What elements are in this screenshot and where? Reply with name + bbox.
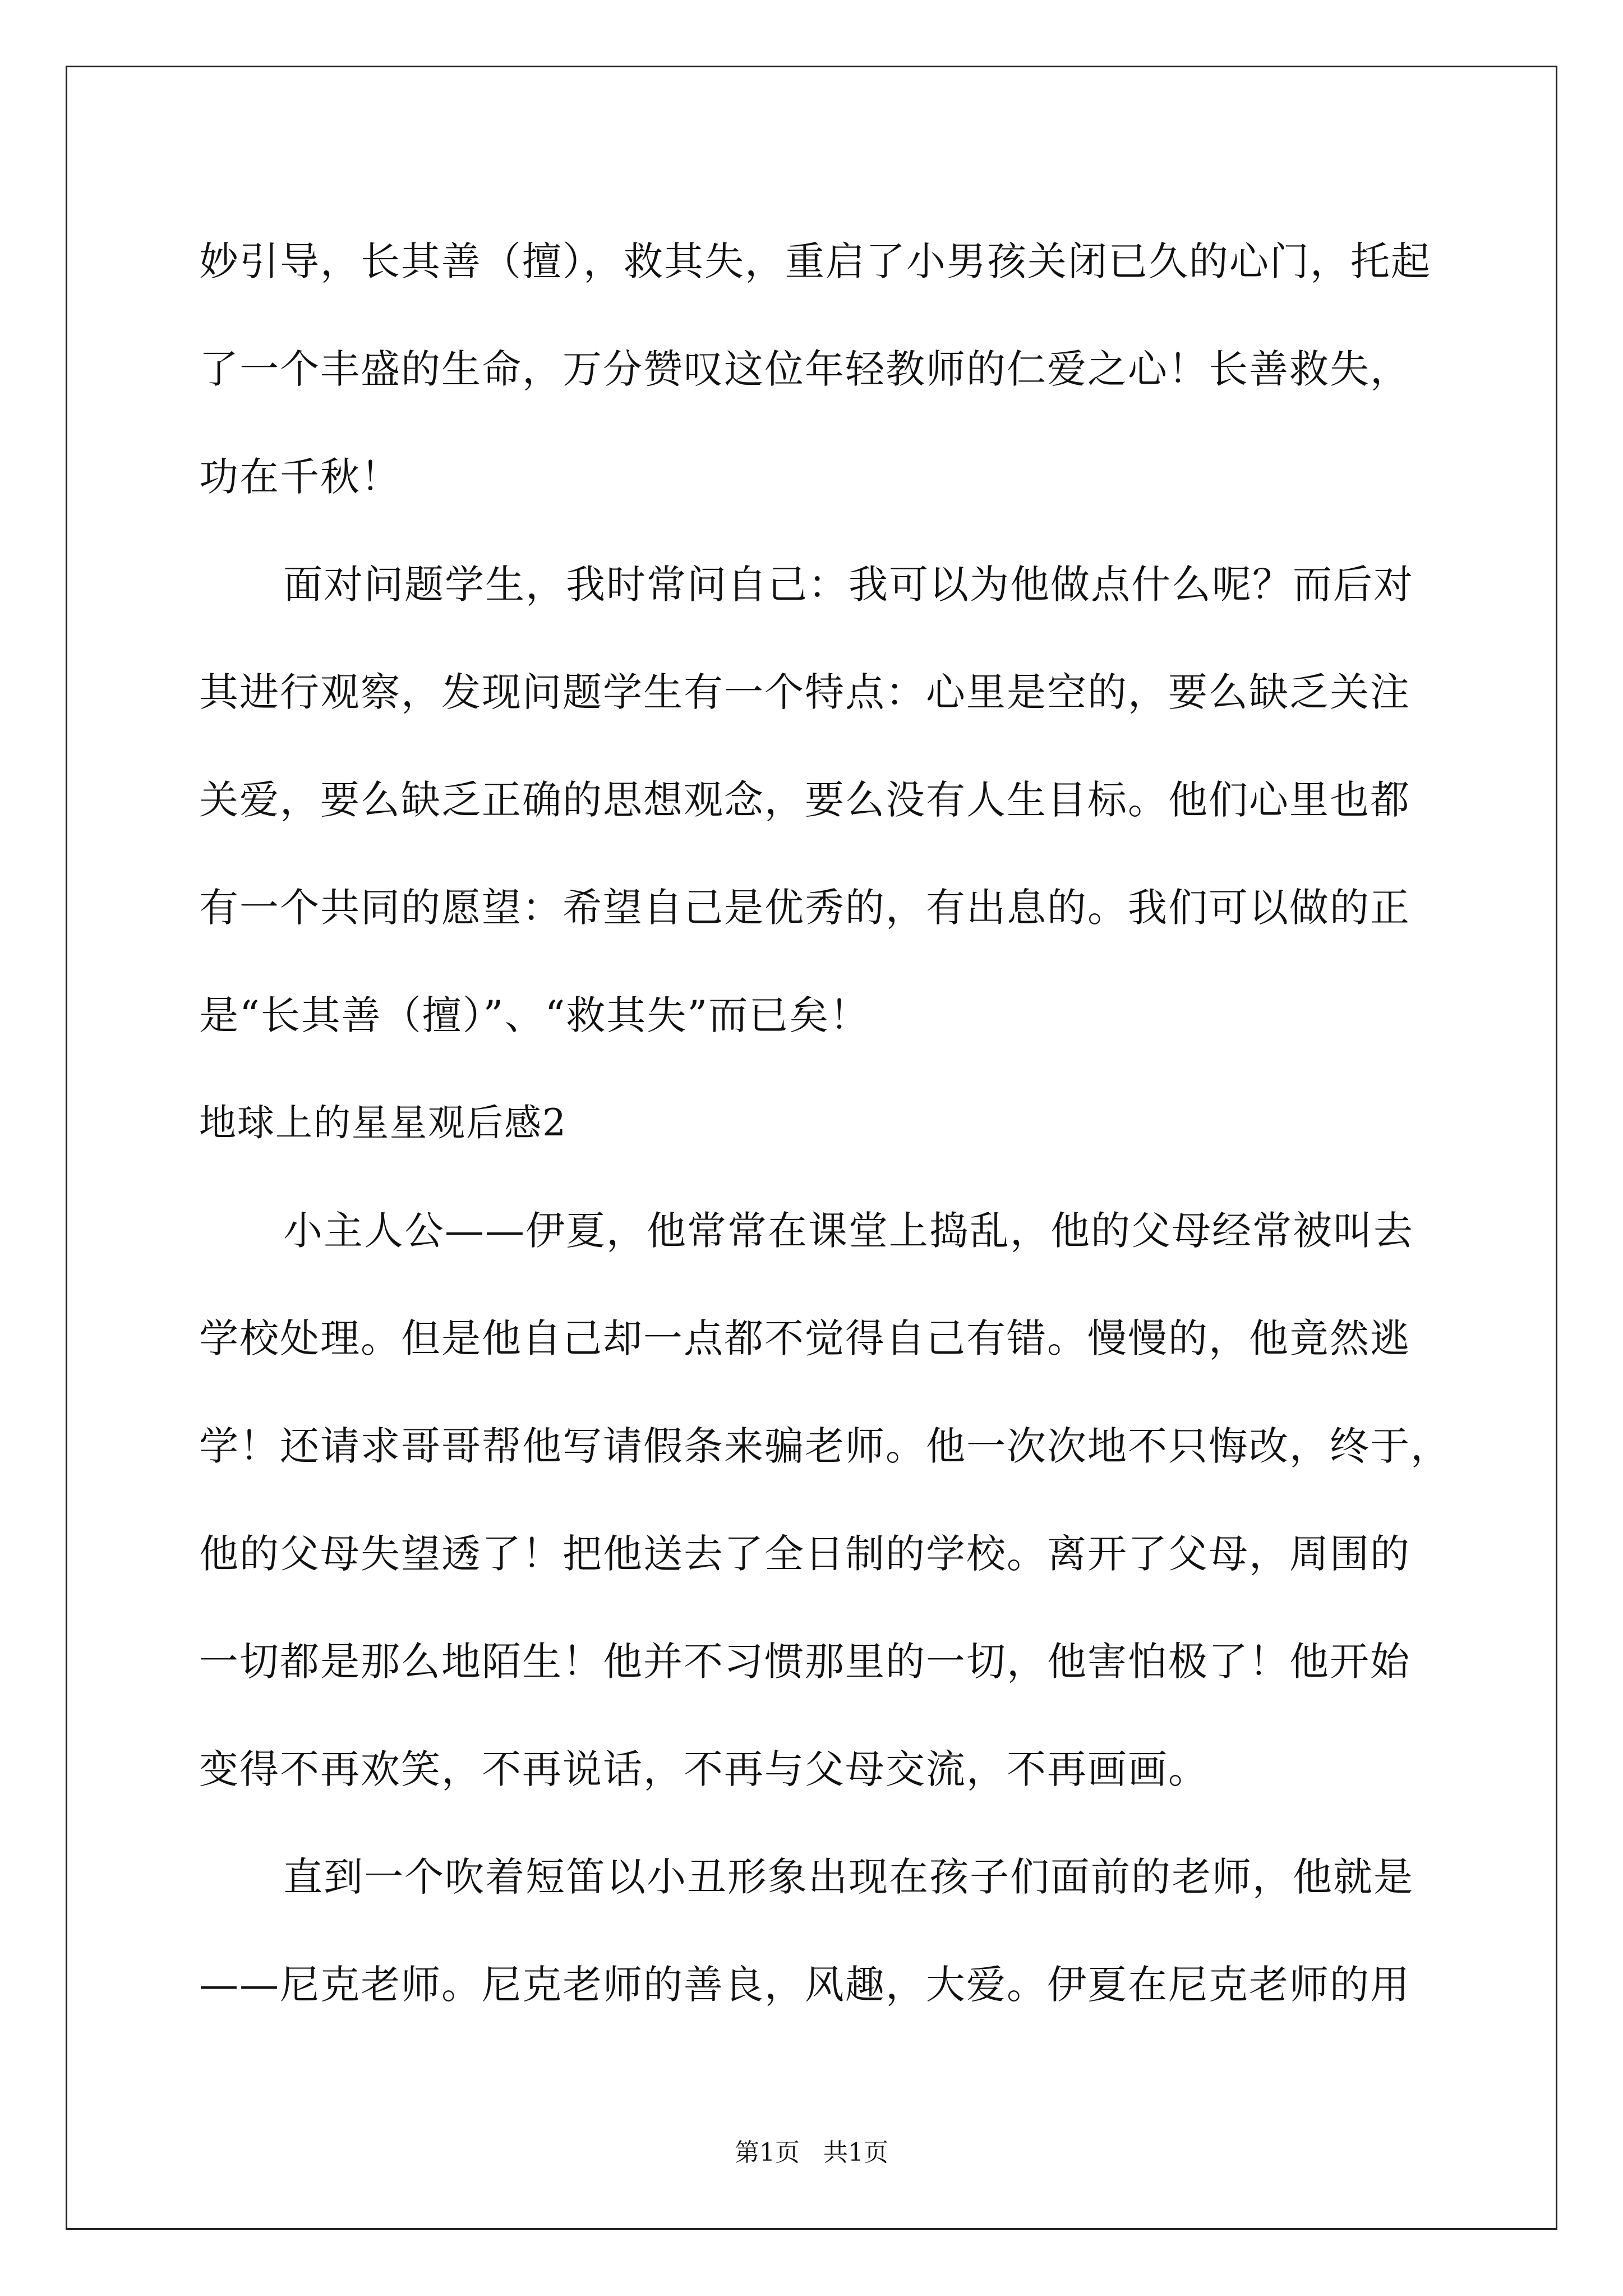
text-line: 是“长其善（擅）”、“救其失”而已矣！ <box>199 992 870 1038</box>
text-line: 功在千秋！ <box>199 454 401 500</box>
text-line: ——尼克老师。尼克老师的善良，风趣，大爱。伊夏在尼克老师的用 <box>199 1962 1410 2008</box>
paragraph-start-line: 面对问题学生，我时常问自己：我可以为他做点什么呢？而后对 <box>283 562 1414 608</box>
text-line: 学校处理。但是他自己却一点都不觉得自己有错。慢慢的，他竟然逃 <box>199 1315 1410 1361</box>
text-line: 关爱，要么缺乏正确的思想观念，要么没有人生目标。他们心里也都 <box>199 777 1410 823</box>
section-heading: 地球上的星星观后感2 <box>199 1101 567 1144</box>
text-line: 学！还请求哥哥帮他写请假条来骗老师。他一次次地不只悔改，终于， <box>199 1423 1451 1469</box>
paragraph-start-line: 小主人公——伊夏，他常常在课堂上捣乱，他的父母经常被叫去 <box>283 1208 1414 1254</box>
page-number-footer: 第1页 共1页 <box>735 2138 888 2167</box>
document-body <box>199 208 1472 2039</box>
text-line: 变得不再欢笑，不再说话，不再与父母交流，不再画画。 <box>199 1746 1209 1792</box>
text-line: 妙引导，长其善（擅），救其失，重启了小男孩关闭已久的心门，托起 <box>199 238 1431 284</box>
text-line: 一切都是那么地陌生！他并不习惯那里的一切，他害怕极了！他开始 <box>199 1639 1410 1685</box>
text-line: 了一个丰盛的生命，万分赞叹这位年轻教师的仁爱之心！长善救失， <box>199 346 1410 392</box>
paragraph-start-line: 直到一个吹着短笛以小丑形象出现在孩子们面前的老师，他就是 <box>283 1854 1414 1900</box>
text-line: 他的父母失望透了！把他送去了全日制的学校。离开了父母，周围的 <box>199 1531 1410 1577</box>
text-line: 有一个共同的愿望：希望自己是优秀的，有出息的。我们可以做的正 <box>199 885 1410 931</box>
text-line: 其进行观察，发现问题学生有一个特点：心里是空的，要么缺乏关注 <box>199 669 1410 715</box>
